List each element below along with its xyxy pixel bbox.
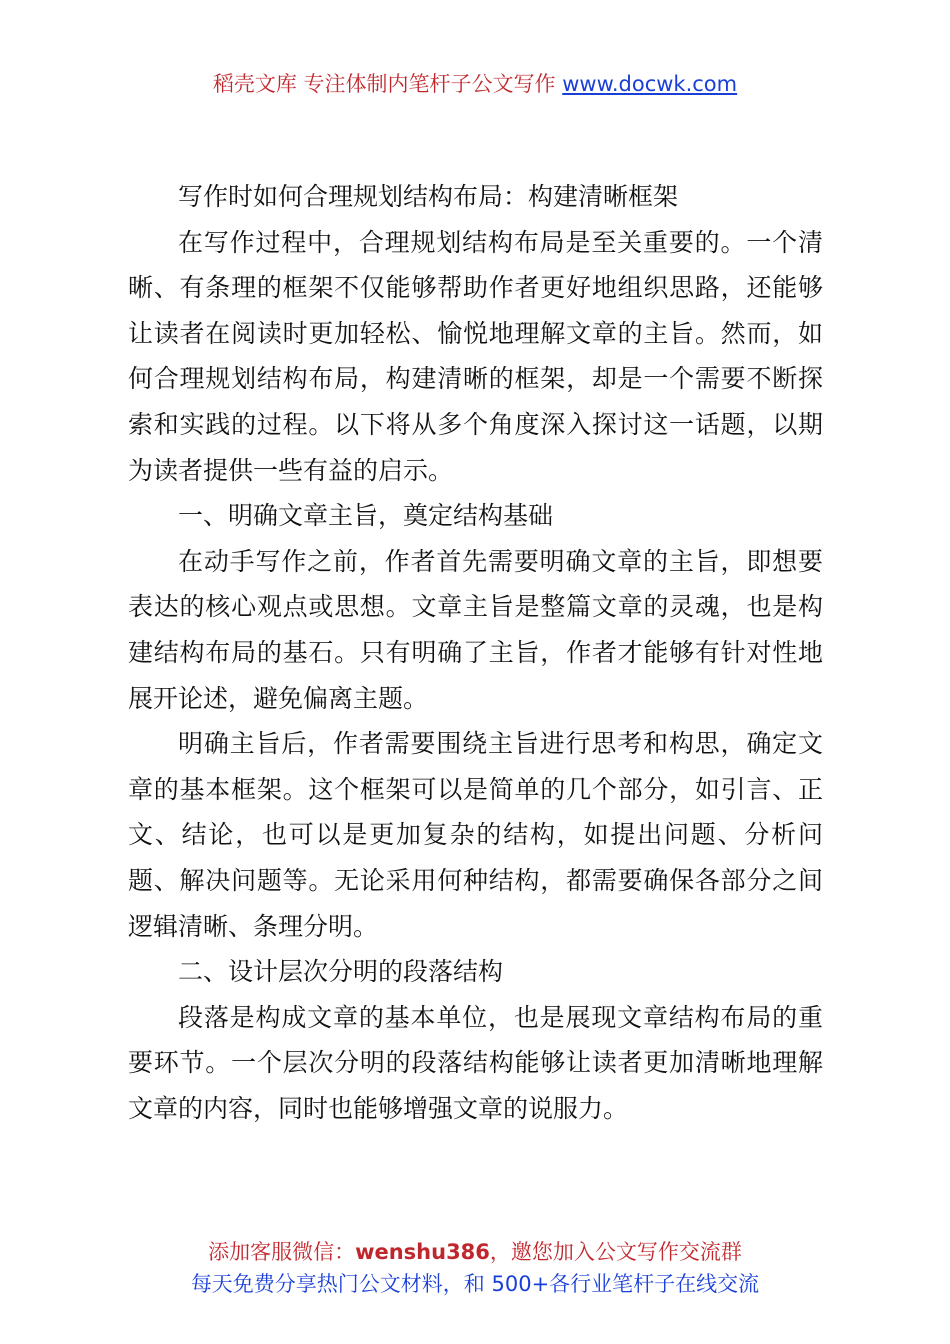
footer-contact-prefix: 添加客服微信： [208,1240,356,1264]
header-brand-text: 稻壳文库 专注体制内笔杆子公文写作 [212,72,556,96]
footer-promo-line: 每天免费分享热门公文材料，和 500+各行业笔杆子在线交流 [190,1272,760,1296]
footer-contact-line [0,1236,950,1268]
footer-contact-suffix: ，邀您加入公文写作交流群 [489,1240,742,1264]
header-website-link[interactable]: www.docwk.com [562,72,738,96]
page-footer [0,1236,950,1300]
section-heading: 一、明确文章主旨，奠定结构基础 [178,501,554,531]
body-paragraph: 在写作过程中，合理规划结构布局是至关重要的。一个清晰、有条理的框架不仅能够帮助作者更好地组织思路，还能够让读者在阅读时更加轻松、愉悦地理解文章的主旨。然而，如何合理规划结构布局，构建清晰的框架，却是一个需要不断探索和实践的过程。以下将从多个角度深入探讨这一话题，以期为读者提供一些有益的启示。 [128,227,823,485]
body-paragraph: 在动手写作之前，作者首先需要明确文章的主旨，即想要表达的核心观点或思想。文章主旨是整篇文章的灵魂，也是构建结构布局的基石。只有明确了主旨，作者才能够有针对性地展开论述，避免偏离主题。 [128,546,823,713]
section-heading: 二、设计层次分明的段落结构 [178,957,504,987]
document-body [128,174,823,1131]
body-paragraph: 段落是构成文章的基本单位，也是展现文章结构布局的重要环节。一个层次分明的段落结构能够让读者更加清晰地理解文章的内容，同时也能够增强文章的说服力。 [128,1002,823,1123]
page-header [0,68,950,100]
footer-wechat-id: wenshu386 [355,1240,490,1264]
document-title: 写作时如何合理规划结构布局：构建清晰框架 [178,182,679,211]
body-paragraph: 明确主旨后，作者需要围绕主旨进行思考和构思，确定文章的基本框架。这个框架可以是简单的几个部分，如引言、正文、结论，也可以是更加复杂的结构，如提出问题、分析问题、解决问题等。无论采用何种结构，都需要确保各部分之间逻辑清晰、条理分明。 [128,729,823,941]
